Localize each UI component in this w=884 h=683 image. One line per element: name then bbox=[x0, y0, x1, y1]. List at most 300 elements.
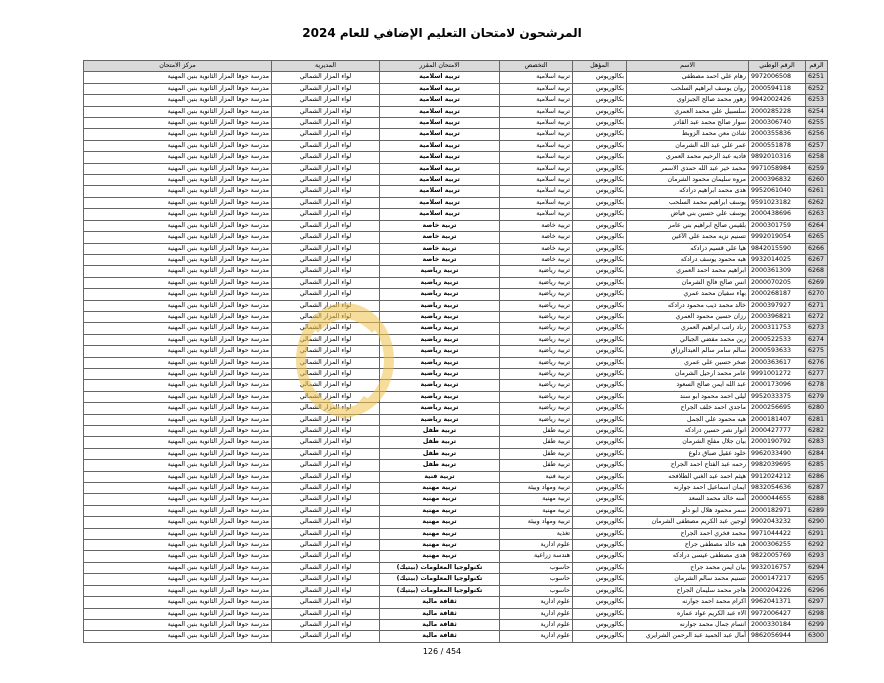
qualification: بكالوريوس bbox=[573, 460, 627, 471]
national-id: 9862056944 bbox=[749, 631, 806, 642]
row-number: 6296 bbox=[806, 585, 828, 596]
row-number: 6272 bbox=[806, 311, 828, 322]
directorate: لواء المزار الشمالي bbox=[272, 186, 380, 197]
exam-center: مدرسة حوفا المزار الثانوية بنين المهنية bbox=[84, 323, 272, 334]
qualification: بكالوريوس bbox=[573, 540, 627, 551]
row-number: 6259 bbox=[806, 163, 828, 174]
table-row bbox=[84, 323, 828, 334]
exam-subject: تكنولوجيا المعلومات (بيتيك) bbox=[380, 585, 500, 596]
exam-center: مدرسة حوفا المزار الثانوية بنين المهنية bbox=[84, 631, 272, 642]
national-id: 2000551878 bbox=[749, 140, 806, 151]
candidate-name: عمر علي عبد الله الشرمان bbox=[627, 140, 749, 151]
exam-subject: تربية مهنية bbox=[380, 483, 500, 494]
qualification: بكالوريوس bbox=[573, 380, 627, 391]
candidate-name: هدى مصطفى عيسى درادكه bbox=[627, 551, 749, 562]
row-number: 6256 bbox=[806, 129, 828, 140]
exam-subject: تربية رياضية bbox=[380, 300, 500, 311]
directorate: لواء المزار الشمالي bbox=[272, 346, 380, 357]
exam-subject: تربية رياضية bbox=[380, 266, 500, 277]
directorate: لواء المزار الشمالي bbox=[272, 585, 380, 596]
directorate: لواء المزار الشمالي bbox=[272, 209, 380, 220]
row-number: 6300 bbox=[806, 631, 828, 642]
row-number: 6268 bbox=[806, 266, 828, 277]
qualification: بكالوريوس bbox=[573, 471, 627, 482]
row-number: 6267 bbox=[806, 254, 828, 265]
specialization: علوم ادارية bbox=[500, 619, 573, 630]
row-number: 6289 bbox=[806, 505, 828, 516]
qualification: بكالوريوس bbox=[573, 243, 627, 254]
exam-center: مدرسة حوفا المزار الثانوية بنين المهنية bbox=[84, 289, 272, 300]
candidate-name: سوار صالح محمد عبد القادر bbox=[627, 118, 749, 129]
exam-center: مدرسة حوفا المزار الثانوية بنين المهنية bbox=[84, 129, 272, 140]
specialization: تربية اسلامية bbox=[500, 197, 573, 208]
exam-center: مدرسة حوفا المزار الثانوية بنين المهنية bbox=[84, 368, 272, 379]
header-exam: الامتحان المقرر bbox=[380, 61, 500, 72]
specialization: علوم ادارية bbox=[500, 608, 573, 619]
candidate-name: رهام علي احمد مصطفى bbox=[627, 72, 749, 83]
table-row bbox=[84, 129, 828, 140]
national-id: 9972006508 bbox=[749, 72, 806, 83]
exam-subject: تربية رياضية bbox=[380, 289, 500, 300]
table-row bbox=[84, 346, 828, 357]
exam-center: مدرسة حوفا المزار الثانوية بنين المهنية bbox=[84, 220, 272, 231]
page-number: 126 / 454 bbox=[422, 647, 462, 656]
qualification: بكالوريوس bbox=[573, 528, 627, 539]
national-id: 9971044422 bbox=[749, 528, 806, 539]
row-number: 6258 bbox=[806, 152, 828, 163]
qualification: بكالوريوس bbox=[573, 505, 627, 516]
exam-center: مدرسة حوفا المزار الثانوية بنين المهنية bbox=[84, 608, 272, 619]
exam-subject: تربية طفل bbox=[380, 460, 500, 471]
candidate-name: هيثم احمد عبد الغني الطلافحه bbox=[627, 471, 749, 482]
directorate: لواء المزار الشمالي bbox=[272, 574, 380, 585]
exam-subject: تربية رياضية bbox=[380, 346, 500, 357]
exam-subject: تربية اسلامية bbox=[380, 209, 500, 220]
table-row bbox=[84, 300, 828, 311]
qualification: بكالوريوس bbox=[573, 551, 627, 562]
table-row bbox=[84, 209, 828, 220]
row-number: 6253 bbox=[806, 95, 828, 106]
specialization: تربية اسلامية bbox=[500, 106, 573, 117]
table-row bbox=[84, 72, 828, 83]
exam-subject: تربية طفل bbox=[380, 448, 500, 459]
exam-center: مدرسة حوفا المزار الثانوية بنين المهنية bbox=[84, 277, 272, 288]
candidates-table bbox=[83, 60, 828, 643]
table-row bbox=[84, 289, 828, 300]
table-row bbox=[84, 95, 828, 106]
row-number: 6283 bbox=[806, 437, 828, 448]
qualification: بكالوريوس bbox=[573, 175, 627, 186]
candidate-name: لوجين عبد الكريم مصطفى الشرمان bbox=[627, 517, 749, 528]
directorate: لواء المزار الشمالي bbox=[272, 72, 380, 83]
qualification: بكالوريوس bbox=[573, 585, 627, 596]
table-row bbox=[84, 619, 828, 630]
exam-subject: تربية مهنية bbox=[380, 494, 500, 505]
exam-subject: تربية رياضية bbox=[380, 380, 500, 391]
qualification: بكالوريوس bbox=[573, 323, 627, 334]
specialization: تربية رياضية bbox=[500, 266, 573, 277]
candidate-name: خالد محمد ذيب محمود درادكه bbox=[627, 300, 749, 311]
directorate: لواء المزار الشمالي bbox=[272, 528, 380, 539]
exam-subject: تكنولوجيا المعلومات (بيتيك) bbox=[380, 574, 500, 585]
exam-subject: تربية اسلامية bbox=[380, 95, 500, 106]
exam-center: مدرسة حوفا المزار الثانوية بنين المهنية bbox=[84, 300, 272, 311]
specialization: تربية اسلامية bbox=[500, 140, 573, 151]
national-id: 9932014025 bbox=[749, 254, 806, 265]
directorate: لواء المزار الشمالي bbox=[272, 95, 380, 106]
page-title: المرشحون لامتحان التعليم الإضافي للعام 2024 bbox=[302, 26, 582, 40]
national-id: 2000522533 bbox=[749, 334, 806, 345]
exam-center: مدرسة حوفا المزار الثانوية بنين المهنية bbox=[84, 83, 272, 94]
national-id: 9962041371 bbox=[749, 597, 806, 608]
directorate: لواء المزار الشمالي bbox=[272, 311, 380, 322]
exam-subject: تربية اسلامية bbox=[380, 118, 500, 129]
national-id: 2000306255 bbox=[749, 540, 806, 551]
qualification: بكالوريوس bbox=[573, 197, 627, 208]
qualification: بكالوريوس bbox=[573, 118, 627, 129]
exam-subject: تربية اسلامية bbox=[380, 152, 500, 163]
national-id: 9842015590 bbox=[749, 243, 806, 254]
table-row bbox=[84, 380, 828, 391]
national-id: 2000594118 bbox=[749, 83, 806, 94]
exam-center: مدرسة حوفا المزار الثانوية بنين المهنية bbox=[84, 357, 272, 368]
exam-center: مدرسة حوفا المزار الثانوية بنين المهنية bbox=[84, 494, 272, 505]
directorate: لواء المزار الشمالي bbox=[272, 460, 380, 471]
candidate-name: هيا علي قسيم درادكه bbox=[627, 243, 749, 254]
qualification: بكالوريوس bbox=[573, 72, 627, 83]
exam-subject: تربية رياضية bbox=[380, 403, 500, 414]
table-row bbox=[84, 391, 828, 402]
candidate-name: خلود عقيل صباق دلوع bbox=[627, 448, 749, 459]
specialization: تربية رياضية bbox=[500, 323, 573, 334]
candidate-name: سمر محمود هلال ابو دلو bbox=[627, 505, 749, 516]
national-id: 2000147217 bbox=[749, 574, 806, 585]
national-id: 2000593633 bbox=[749, 346, 806, 357]
candidate-name: انوار نصر حسين درادكه bbox=[627, 426, 749, 437]
national-id: 2000330184 bbox=[749, 619, 806, 630]
exam-center: مدرسة حوفا المزار الثانوية بنين المهنية bbox=[84, 528, 272, 539]
row-number: 6276 bbox=[806, 357, 828, 368]
national-id: 2000182971 bbox=[749, 505, 806, 516]
qualification: بكالوريوس bbox=[573, 494, 627, 505]
table-row bbox=[84, 243, 828, 254]
exam-subject: تكنولوجيا المعلومات (بيتيك) bbox=[380, 562, 500, 573]
candidate-name: محمد فخري احمد الجراح bbox=[627, 528, 749, 539]
candidate-name: ليلى احمد محمود ابو سند bbox=[627, 391, 749, 402]
directorate: لواء المزار الشمالي bbox=[272, 118, 380, 129]
specialization: تربية اسلامية bbox=[500, 129, 573, 140]
candidate-name: الاء عبد الكريم عواد عماره bbox=[627, 608, 749, 619]
directorate: لواء المزار الشمالي bbox=[272, 619, 380, 630]
directorate: لواء المزار الشمالي bbox=[272, 300, 380, 311]
candidate-name: رزان حسين محمود العمري bbox=[627, 311, 749, 322]
qualification: بكالوريوس bbox=[573, 517, 627, 528]
qualification: بكالوريوس bbox=[573, 129, 627, 140]
header-national-id: الرقم الوطني bbox=[749, 61, 806, 72]
specialization: تغذية bbox=[500, 528, 573, 539]
exam-center: مدرسة حوفا المزار الثانوية بنين المهنية bbox=[84, 597, 272, 608]
directorate: لواء المزار الشمالي bbox=[272, 106, 380, 117]
header-center: مركز الامتحان bbox=[84, 61, 272, 72]
directorate: لواء المزار الشمالي bbox=[272, 197, 380, 208]
national-id: 9832054636 bbox=[749, 483, 806, 494]
exam-center: مدرسة حوفا المزار الثانوية بنين المهنية bbox=[84, 471, 272, 482]
candidate-name: محمد خير عبد الله حمدي الاسمر bbox=[627, 163, 749, 174]
qualification: بكالوريوس bbox=[573, 334, 627, 345]
national-id: 2000256695 bbox=[749, 403, 806, 414]
table-row bbox=[84, 140, 828, 151]
exam-subject: تربية رياضية bbox=[380, 323, 500, 334]
exam-subject: تربية اسلامية bbox=[380, 175, 500, 186]
candidate-name: هبه خالد مصطفى جراح bbox=[627, 540, 749, 551]
table-row bbox=[84, 152, 828, 163]
national-id: 2000070205 bbox=[749, 277, 806, 288]
row-number: 6290 bbox=[806, 517, 828, 528]
directorate: لواء المزار الشمالي bbox=[272, 551, 380, 562]
candidate-name: زين محمد مفضي الجبالي bbox=[627, 334, 749, 345]
qualification: بكالوريوس bbox=[573, 140, 627, 151]
row-number: 6257 bbox=[806, 140, 828, 151]
directorate: لواء المزار الشمالي bbox=[272, 414, 380, 425]
directorate: لواء المزار الشمالي bbox=[272, 289, 380, 300]
qualification: بكالوريوس bbox=[573, 311, 627, 322]
candidate-name: ايمان اسماعيل احمد جوارنه bbox=[627, 483, 749, 494]
table-row bbox=[84, 551, 828, 562]
candidate-name: بيان جلال مفلح الشرمان bbox=[627, 437, 749, 448]
directorate: لواء المزار الشمالي bbox=[272, 471, 380, 482]
exam-center: مدرسة حوفا المزار الثانوية بنين المهنية bbox=[84, 505, 272, 516]
national-id: 9972006427 bbox=[749, 608, 806, 619]
exam-center: مدرسة حوفا المزار الثانوية بنين المهنية bbox=[84, 243, 272, 254]
national-id: 2000306740 bbox=[749, 118, 806, 129]
specialization: تربية اسلامية bbox=[500, 152, 573, 163]
qualification: بكالوريوس bbox=[573, 152, 627, 163]
directorate: لواء المزار الشمالي bbox=[272, 505, 380, 516]
candidate-name: اكرام محمد احمد جوارنه bbox=[627, 597, 749, 608]
specialization: تربية اسلامية bbox=[500, 175, 573, 186]
header-num: الرقم bbox=[806, 61, 828, 72]
header-qualification: المؤهل bbox=[573, 61, 627, 72]
exam-subject: تربية رياضية bbox=[380, 368, 500, 379]
row-number: 6288 bbox=[806, 494, 828, 505]
specialization: تربية اسلامية bbox=[500, 209, 573, 220]
row-number: 6284 bbox=[806, 448, 828, 459]
candidate-name: تسنيم نزيه محمد علي الآغين bbox=[627, 232, 749, 243]
national-id: 2000397927 bbox=[749, 300, 806, 311]
exam-subject: تربية اسلامية bbox=[380, 72, 500, 83]
national-id: 2000363617 bbox=[749, 357, 806, 368]
exam-center: مدرسة حوفا المزار الثانوية بنين المهنية bbox=[84, 414, 272, 425]
qualification: بكالوريوس bbox=[573, 232, 627, 243]
national-id: 9971058984 bbox=[749, 163, 806, 174]
exam-center: مدرسة حوفا المزار الثانوية بنين المهنية bbox=[84, 106, 272, 117]
row-number: 6270 bbox=[806, 289, 828, 300]
candidate-name: روان يوسف ابراهيم السلحب bbox=[627, 83, 749, 94]
qualification: بكالوريوس bbox=[573, 163, 627, 174]
row-number: 6298 bbox=[806, 608, 828, 619]
exam-subject: تربية طفل bbox=[380, 426, 500, 437]
specialization: هندسة زراعية bbox=[500, 551, 573, 562]
candidate-name: بلقيس صالح ابراهيم بني عامر bbox=[627, 220, 749, 231]
row-number: 6262 bbox=[806, 197, 828, 208]
qualification: بكالوريوس bbox=[573, 597, 627, 608]
exam-center: مدرسة حوفا المزار الثانوية بنين المهنية bbox=[84, 186, 272, 197]
table-row bbox=[84, 471, 828, 482]
national-id: 9982039695 bbox=[749, 460, 806, 471]
row-number: 6286 bbox=[806, 471, 828, 482]
row-number: 6274 bbox=[806, 334, 828, 345]
directorate: لواء المزار الشمالي bbox=[272, 597, 380, 608]
exam-subject: تربية خاصة bbox=[380, 232, 500, 243]
exam-center: مدرسة حوفا المزار الثانوية بنين المهنية bbox=[84, 460, 272, 471]
exam-center: مدرسة حوفا المزار الثانوية بنين المهنية bbox=[84, 346, 272, 357]
table-row bbox=[84, 220, 828, 231]
national-id: 9591023182 bbox=[749, 197, 806, 208]
exam-subject: تربية رياضية bbox=[380, 357, 500, 368]
candidate-name: آمال عبد الحميد عبد الرحمن الشرايري bbox=[627, 631, 749, 642]
national-id: 2000190792 bbox=[749, 437, 806, 448]
exam-center: مدرسة حوفا المزار الثانوية بنين المهنية bbox=[84, 585, 272, 596]
exam-subject: تربية طفل bbox=[380, 437, 500, 448]
table-row bbox=[84, 277, 828, 288]
exam-center: مدرسة حوفا المزار الثانوية بنين المهنية bbox=[84, 574, 272, 585]
row-number: 6279 bbox=[806, 391, 828, 402]
candidate-name: يوسف علي حسين بني فياض bbox=[627, 209, 749, 220]
candidate-name: بيان ايمن محمد جراح bbox=[627, 562, 749, 573]
table-row bbox=[84, 232, 828, 243]
exam-subject: تربية رياضية bbox=[380, 334, 500, 345]
national-id: 2000181407 bbox=[749, 414, 806, 425]
table-row bbox=[84, 83, 828, 94]
directorate: لواء المزار الشمالي bbox=[272, 220, 380, 231]
row-number: 6294 bbox=[806, 562, 828, 573]
specialization: تربية خاصة bbox=[500, 243, 573, 254]
exam-subject: تربية اسلامية bbox=[380, 140, 500, 151]
national-id: 9991001272 bbox=[749, 368, 806, 379]
exam-subject: تربية مهنية bbox=[380, 517, 500, 528]
directorate: لواء المزار الشمالي bbox=[272, 357, 380, 368]
directorate: لواء المزار الشمالي bbox=[272, 483, 380, 494]
specialization: تربية رياضية bbox=[500, 380, 573, 391]
candidate-name: سلسبيل علي محمد العمري bbox=[627, 106, 749, 117]
exam-center: مدرسة حوفا المزار الثانوية بنين المهنية bbox=[84, 380, 272, 391]
table-row bbox=[84, 414, 828, 425]
candidate-name: رناد راتب ابراهيم العمري bbox=[627, 323, 749, 334]
exam-center: مدرسة حوفا المزار الثانوية بنين المهنية bbox=[84, 448, 272, 459]
table-row bbox=[84, 368, 828, 379]
specialization: تربية اسلامية bbox=[500, 95, 573, 106]
specialization: تربية اسلامية bbox=[500, 83, 573, 94]
specialization: تربية خاصة bbox=[500, 232, 573, 243]
table-row bbox=[84, 448, 828, 459]
national-id: 2000204226 bbox=[749, 585, 806, 596]
row-number: 6260 bbox=[806, 175, 828, 186]
directorate: لواء المزار الشمالي bbox=[272, 631, 380, 642]
directorate: لواء المزار الشمالي bbox=[272, 608, 380, 619]
table-row bbox=[84, 608, 828, 619]
directorate: لواء المزار الشمالي bbox=[272, 83, 380, 94]
exam-subject: ثقافة مالية bbox=[380, 597, 500, 608]
row-number: 6287 bbox=[806, 483, 828, 494]
specialization: حاسوب bbox=[500, 574, 573, 585]
directorate: لواء المزار الشمالي bbox=[272, 334, 380, 345]
exam-center: مدرسة حوفا المزار الثانوية بنين المهنية bbox=[84, 163, 272, 174]
exam-subject: تربية مهنية bbox=[380, 505, 500, 516]
specialization: تربية رياضية bbox=[500, 391, 573, 402]
directorate: لواء المزار الشمالي bbox=[272, 129, 380, 140]
table-row bbox=[84, 517, 828, 528]
national-id: 2000044655 bbox=[749, 494, 806, 505]
row-number: 6263 bbox=[806, 209, 828, 220]
exam-center: مدرسة حوفا المزار الثانوية بنين المهنية bbox=[84, 266, 272, 277]
national-id: 9892010316 bbox=[749, 152, 806, 163]
qualification: بكالوريوس bbox=[573, 631, 627, 642]
qualification: بكالوريوس bbox=[573, 403, 627, 414]
specialization: تربية رياضية bbox=[500, 346, 573, 357]
exam-subject: ثقافة مالية bbox=[380, 608, 500, 619]
specialization: تربية رياضية bbox=[500, 414, 573, 425]
exam-subject: تربية رياضية bbox=[380, 391, 500, 402]
candidate-name: يوسف ابراهيم محمد السلحب bbox=[627, 197, 749, 208]
specialization: تربية رياضية bbox=[500, 357, 573, 368]
candidate-name: عامر محمد ارحيل الشرمان bbox=[627, 368, 749, 379]
table-row bbox=[84, 357, 828, 368]
exam-subject: تربية اسلامية bbox=[380, 129, 500, 140]
directorate: لواء المزار الشمالي bbox=[272, 426, 380, 437]
candidate-name: مروه سليمان محمود الشرمان bbox=[627, 175, 749, 186]
table-row bbox=[84, 494, 828, 505]
row-number: 6261 bbox=[806, 186, 828, 197]
exam-center: مدرسة حوفا المزار الثانوية بنين المهنية bbox=[84, 334, 272, 345]
candidate-name: انسام جمال محمد جوارنه bbox=[627, 619, 749, 630]
exam-subject: تربية مهنية bbox=[380, 540, 500, 551]
qualification: بكالوريوس bbox=[573, 277, 627, 288]
qualification: بكالوريوس bbox=[573, 414, 627, 425]
table-row bbox=[84, 585, 828, 596]
national-id: 2000396832 bbox=[749, 175, 806, 186]
national-id: 2000396821 bbox=[749, 311, 806, 322]
directorate: لواء المزار الشمالي bbox=[272, 254, 380, 265]
exam-center: مدرسة حوفا المزار الثانوية بنين المهنية bbox=[84, 540, 272, 551]
exam-center: مدرسة حوفا المزار الثانوية بنين المهنية bbox=[84, 175, 272, 186]
specialization: علوم ادارية bbox=[500, 597, 573, 608]
table-row bbox=[84, 460, 828, 471]
header-directorate: المديرية bbox=[272, 61, 380, 72]
row-number: 6265 bbox=[806, 232, 828, 243]
row-number: 6277 bbox=[806, 368, 828, 379]
qualification: بكالوريوس bbox=[573, 346, 627, 357]
qualification: بكالوريوس bbox=[573, 357, 627, 368]
exam-center: مدرسة حوفا المزار الثانوية بنين المهنية bbox=[84, 403, 272, 414]
candidate-name: زهور محمد صالح الجبزاوي bbox=[627, 95, 749, 106]
candidate-name: سالم سامر سالم العبدالرزاق bbox=[627, 346, 749, 357]
row-number: 6252 bbox=[806, 83, 828, 94]
qualification: بكالوريوس bbox=[573, 574, 627, 585]
table-row bbox=[84, 597, 828, 608]
exam-center: مدرسة حوفا المزار الثانوية بنين المهنية bbox=[84, 232, 272, 243]
exam-center: مدرسة حوفا المزار الثانوية بنين المهنية bbox=[84, 152, 272, 163]
row-number: 6271 bbox=[806, 300, 828, 311]
table-row bbox=[84, 254, 828, 265]
qualification: بكالوريوس bbox=[573, 209, 627, 220]
table-row bbox=[84, 574, 828, 585]
header-name: الاسم bbox=[627, 61, 749, 72]
specialization: تربية خاصة bbox=[500, 254, 573, 265]
exam-center: مدرسة حوفا المزار الثانوية بنين المهنية bbox=[84, 551, 272, 562]
national-id: 2000438696 bbox=[749, 209, 806, 220]
directorate: لواء المزار الشمالي bbox=[272, 163, 380, 174]
row-number: 6285 bbox=[806, 460, 828, 471]
